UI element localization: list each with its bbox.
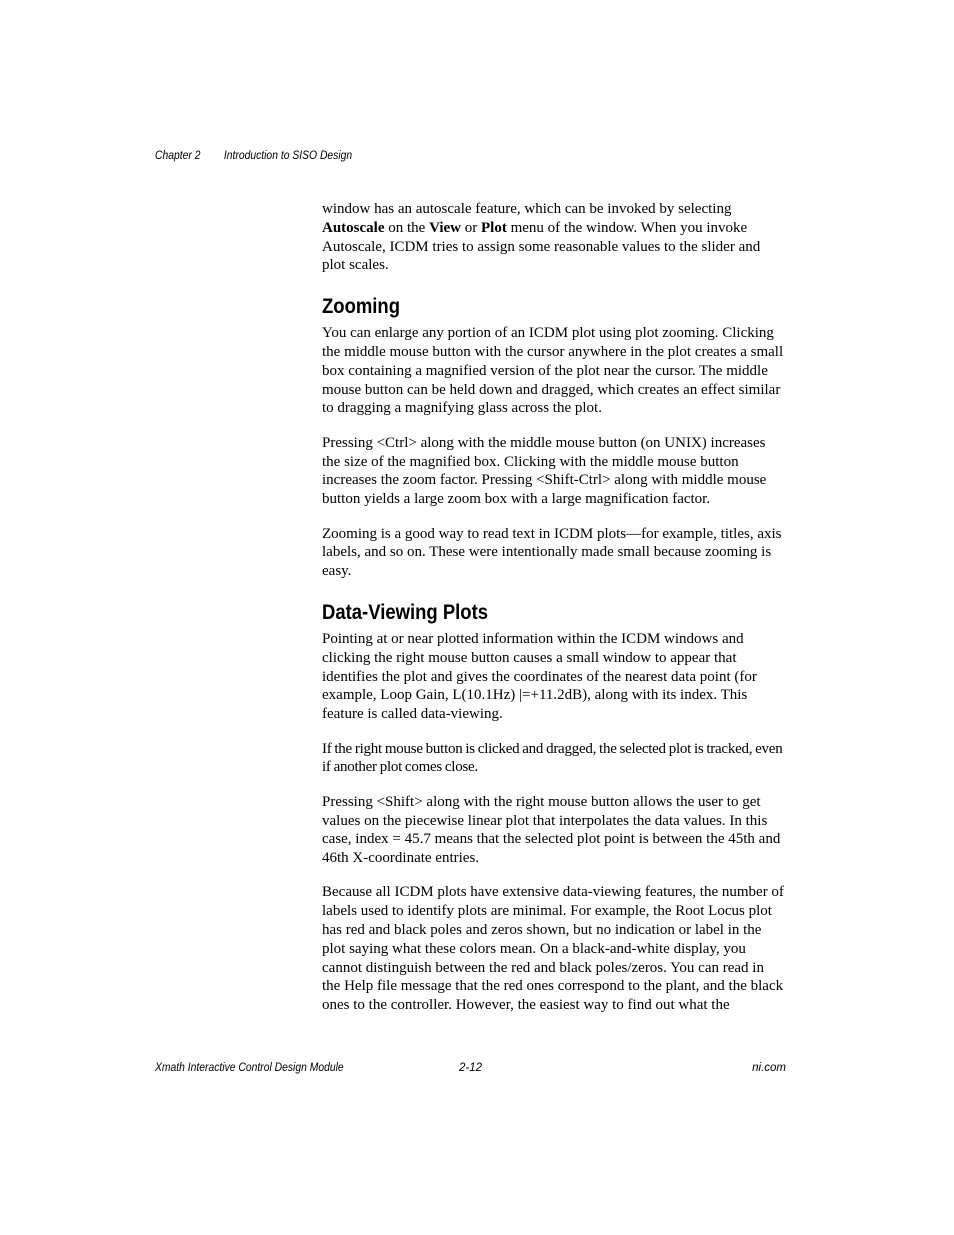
plot-menu-term: Plot — [481, 219, 507, 236]
zooming-paragraph-3: Zooming is a good way to read text in ICDM plots—for example, titles, axis labels, and so on. These were intentionally made small because zooming is easy. — [322, 525, 782, 580]
view-menu-term: View — [429, 219, 462, 236]
data-viewing-paragraph-3: Pressing <Shift> along with the right mouse button allows the user to get values on the piecewise linear plot that interpolates the data values. In this case, index = 45.7 means that the selected plot point is between the 45th and 46th X-coordinate entries. — [322, 793, 781, 867]
running-header — [155, 150, 352, 162]
chapter-number: Chapter 2 — [155, 150, 201, 162]
chapter-title: Introduction to SISO Design — [223, 150, 353, 162]
data-viewing-heading: Data-Viewing Plots — [322, 600, 489, 624]
autoscale-term: Autoscale — [322, 219, 385, 236]
data-viewing-paragraph-2: If the right mouse button is clicked and dragged, the selected plot is tracked, even if another plot comes close. — [322, 740, 783, 776]
zooming-paragraph-1: You can enlarge any portion of an ICDM plot using plot zooming. Clicking the middle mouse button with the cursor anywhere in the plot creates a small box containing a magnified version of the plot near the cursor. The middle mouse button can be held down and dragged, which creates an effect similar to dragging a magnifying glass across the plot. — [322, 325, 784, 417]
website-link: ni.com — [752, 1062, 786, 1074]
zooming-paragraph-2: Pressing <Ctrl> along with the middle mouse button (on UNIX) increases the size of the magnified box. Clicking with the middle mouse button increases the zoom factor. Pressing <Shift-Ctrl> along with middle mouse button yields a large zoom box with a large magnification factor. — [322, 434, 767, 508]
intro-text-4: menu of the window. When you invoke Autoscale, ICDM tries to assign some reasonable values to the slider and plot scales. — [322, 219, 761, 274]
intro-text-2: on the — [384, 219, 430, 236]
manual-title: Xmath Interactive Control Design Module — [155, 1062, 344, 1074]
page-number: 2-12 — [459, 1062, 483, 1074]
intro-text-3: or — [461, 219, 482, 236]
intro-text-1: window has an autoscale feature, which can be invoked by selecting — [322, 201, 732, 217]
page-body — [322, 200, 784, 1031]
data-viewing-paragraph-1: Pointing at or near plotted information within the ICDM windows and clicking the right mouse button causes a small window to appear that identifies the plot and gives the coordinates of the nearest data point (for example, Loop Gain, L(10.1Hz) |=+11.2dB), along with its index. This feature is called data-viewing. — [322, 630, 757, 723]
zooming-heading: Zooming — [322, 295, 401, 319]
intro-paragraph — [322, 200, 784, 275]
data-viewing-paragraph-4: Because all ICDM plots have extensive data-viewing features, the number of labels used to identify plots are minimal. For example, the Root Locus plot has red and black poles and zeros shown, but no indication or label in the plot saying what these colors mean. On a black-and-white display, you cannot distinguish between the red and black poles/zeros. You can read in the Help file message that the red ones correspond to the plant, and the black ones to the controller. However, the easiest way to find out what the — [322, 884, 784, 1014]
